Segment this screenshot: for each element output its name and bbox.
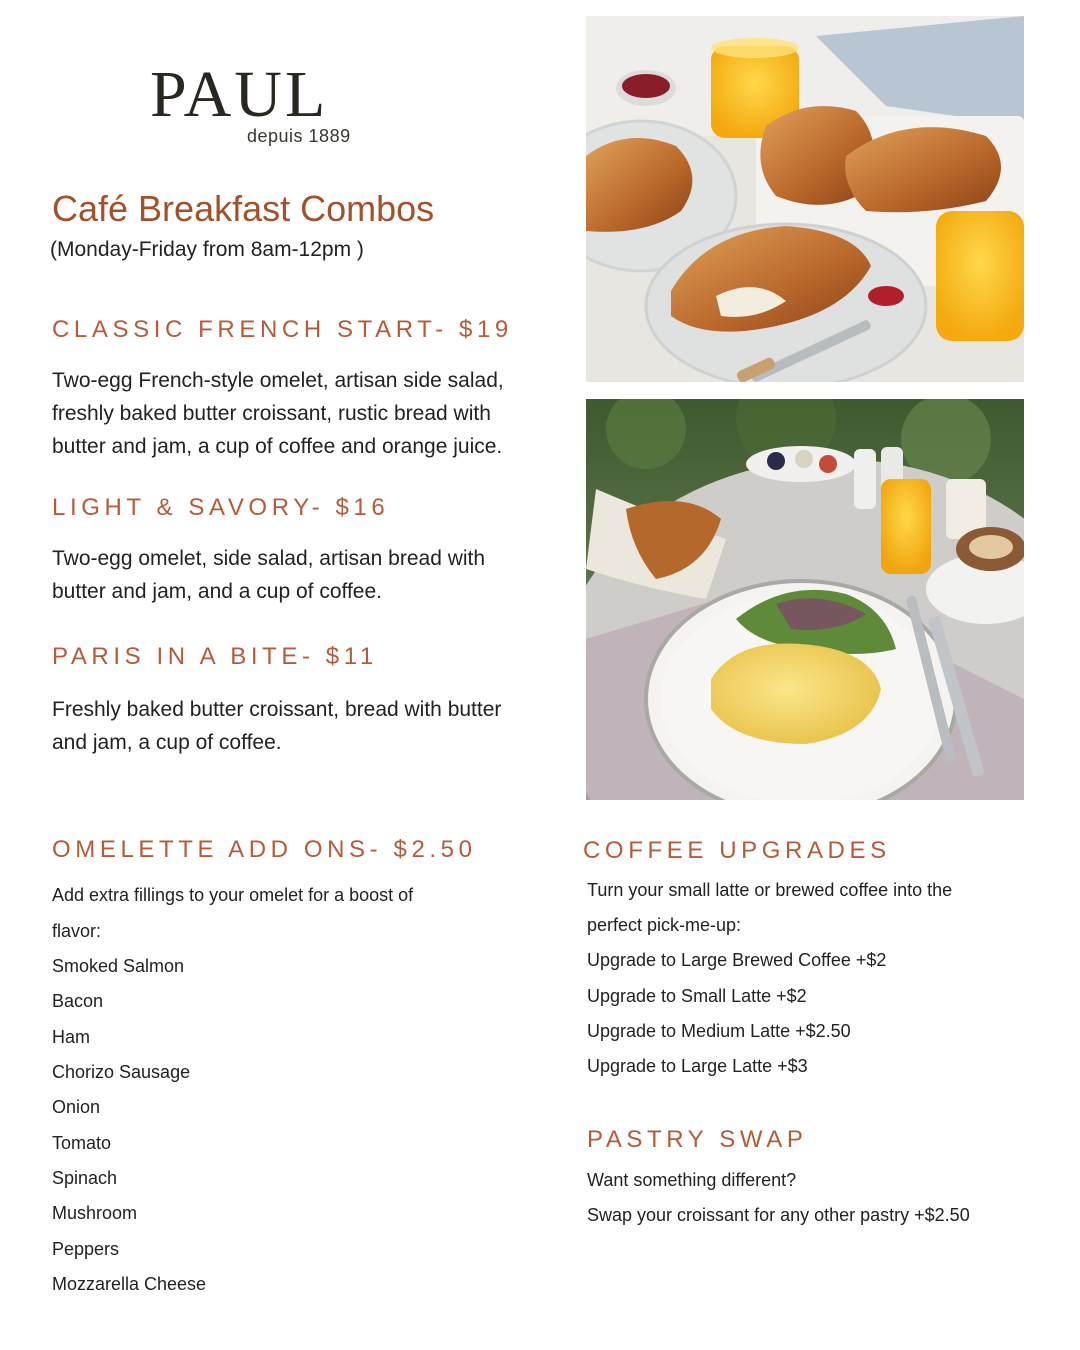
addon-item: Onion bbox=[52, 1097, 101, 1117]
menu-title: Café Breakfast Combos bbox=[52, 188, 435, 229]
addon-item: Spinach bbox=[52, 1168, 118, 1188]
desc-line: freshly baked butter croissant, rustic bread with bbox=[52, 402, 491, 425]
desc-line: Two-egg French-style omelet, artisan side salad, bbox=[52, 369, 504, 392]
addon-item: Smoked Salmon bbox=[52, 956, 185, 976]
pastry-swap-title: PASTRY SWAP bbox=[587, 1126, 808, 1153]
combo-light-title: LIGHT & SAVORY- $16 bbox=[52, 494, 390, 521]
addons-title: OMELETTE ADD ONS- $2.50 bbox=[52, 836, 477, 863]
coffee-upgrade-item: Upgrade to Large Brewed Coffee +$2 bbox=[587, 950, 887, 970]
addon-item: Mushroom bbox=[52, 1203, 138, 1223]
menu-hours: (Monday-Friday from 8am-12pm ) bbox=[50, 238, 364, 261]
pastry-swap-line: Want something different? bbox=[587, 1170, 797, 1190]
brand-logo: PAUL bbox=[150, 58, 329, 131]
coffee-upgrade-item: Upgrade to Large Latte +$3 bbox=[587, 1056, 808, 1076]
coffee-upgrade-item: Upgrade to Medium Latte +$2.50 bbox=[587, 1021, 851, 1041]
addon-item: Peppers bbox=[52, 1239, 120, 1259]
coffee-intro-line: Turn your small latte or brewed coffee into the bbox=[587, 880, 953, 900]
coffee-upgrade-item: Upgrade to Small Latte +$2 bbox=[587, 986, 807, 1006]
coffee-upgrades-title: COFFEE UPGRADES bbox=[583, 837, 891, 864]
combo-classic-title: CLASSIC FRENCH START- $19 bbox=[52, 316, 513, 343]
combo-paris-title: PARIS IN A BITE- $11 bbox=[52, 643, 378, 670]
addon-item: Bacon bbox=[52, 991, 104, 1011]
addons-intro-line: Add extra fillings to your omelet for a boost of bbox=[52, 885, 414, 905]
desc-line: butter and jam, a cup of coffee and orange juice. bbox=[52, 435, 503, 458]
brand-tagline: depuis 1889 bbox=[247, 126, 351, 146]
addons-intro-line: flavor: bbox=[52, 921, 102, 941]
addon-item: Tomato bbox=[52, 1133, 112, 1153]
pastry-swap-line: Swap your croissant for any other pastry +$2.50 bbox=[587, 1205, 970, 1225]
desc-line: and jam, a cup of coffee. bbox=[52, 731, 282, 754]
combo-light-description bbox=[52, 542, 485, 608]
combo-paris-description bbox=[52, 693, 501, 759]
combo-classic-description bbox=[52, 364, 504, 463]
addon-item: Ham bbox=[52, 1027, 91, 1047]
desc-line: Freshly baked butter croissant, bread with butter bbox=[52, 698, 502, 721]
desc-line: butter and jam, and a cup of coffee. bbox=[52, 580, 383, 603]
omelette-breakfast-table-photo bbox=[586, 399, 1024, 800]
addon-item: Mozzarella Cheese bbox=[52, 1274, 207, 1294]
coffee-intro-line: perfect pick-me-up: bbox=[587, 915, 742, 935]
croissants-with-orange-juice-photo bbox=[586, 16, 1024, 382]
addon-item: Chorizo Sausage bbox=[52, 1062, 191, 1082]
desc-line: Two-egg omelet, side salad, artisan bread with bbox=[52, 547, 486, 570]
